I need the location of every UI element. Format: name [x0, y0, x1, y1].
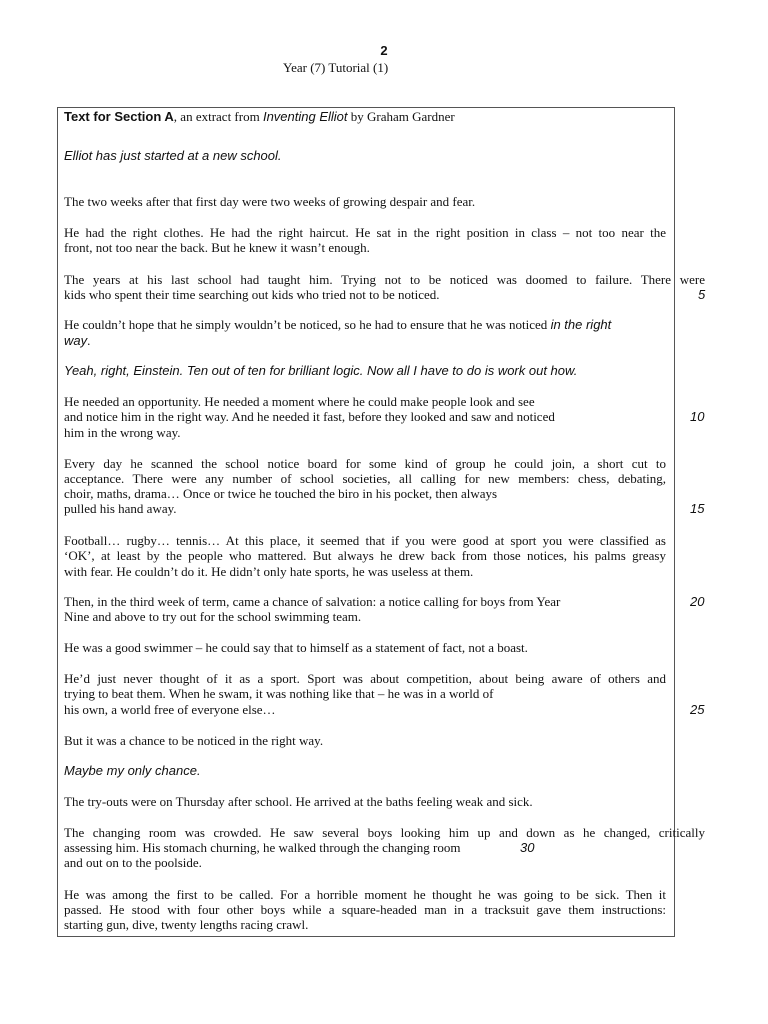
text-line: [64, 333, 90, 349]
text-span: He couldn’t hope that he simply wouldn’t be noticed, so he had to ensure that he was noticed: [64, 317, 551, 332]
text-line: The try-outs were on Thursday after school. He arrived at the baths feeling weak and sick.: [64, 794, 533, 809]
line-number: 20: [690, 594, 705, 609]
text-line: Football… rugby… tennis… At this place, it seemed that if you were good at sport you were classified as: [64, 533, 666, 548]
text-line: his own, a world free of everyone else…: [64, 702, 276, 717]
line-number: 15: [690, 501, 705, 516]
section-heading: [64, 109, 455, 125]
text-line: acceptance. There were any number of school societies, all calling for new members: chess, debating,: [64, 471, 666, 486]
text-line-italic: Yeah, right, Einstein. Ten out of ten for brilliant logic. Now all I have to do is work out how.: [64, 363, 578, 378]
line-number: 25: [690, 702, 705, 717]
line-number: 10: [690, 409, 705, 424]
heading-rest: , an extract from: [173, 109, 263, 124]
text-line: ‘OK’, at least by the people who mattered. But always he drew back from those notices, his palms greasy: [64, 548, 666, 563]
page-header: Year (7) Tutorial (1): [283, 60, 389, 75]
line-number: 5: [698, 287, 706, 302]
text-span: .: [87, 333, 91, 348]
text-line-italic: Maybe my only chance.: [64, 763, 201, 778]
text-line: front, not too near the back. But he knew it wasn’t enough.: [64, 240, 370, 255]
book-title: Inventing Elliot: [262, 109, 348, 124]
book-author: by Graham Gardner: [347, 109, 455, 124]
text-line: He had the right clothes. He had the right haircut. He sat in the right position in class – not too near the: [64, 225, 666, 240]
text-line: with fear. He couldn’t do it. He didn’t only hate sports, he was useless at them.: [64, 564, 474, 579]
text-line: But it was a chance to be noticed in the right way.: [64, 733, 324, 748]
text-line: and notice him in the right way. And he needed it fast, before they looked and saw and noticed: [64, 409, 555, 424]
text-line: He needed an opportunity. He needed a moment where he could make people look and see: [64, 394, 535, 409]
text-span-italic: in the right: [550, 317, 612, 332]
text-line: starting gun, dive, twenty lengths racing crawl.: [64, 917, 309, 932]
page-number: 2: [380, 43, 388, 58]
text-line: kids who spent their time searching out kids who tried not to be noticed.: [64, 287, 440, 302]
text-line: The years at his last school had taught him. Trying not to be noticed was doomed to failure. There were: [64, 272, 705, 287]
text-line: [64, 317, 611, 333]
text-line: Nine and above to try out for the school swimming team.: [64, 609, 362, 624]
text-line: and out on to the poolside.: [64, 855, 202, 870]
section-label: Text for Section A: [64, 109, 174, 124]
text-line: pulled his hand away.: [64, 501, 177, 516]
text-line: He was a good swimmer – he could say that to himself as a statement of fact, not a boast.: [64, 640, 528, 655]
text-line: Then, in the third week of term, came a chance of salvation: a notice calling for boys from Year: [64, 594, 561, 609]
text-line: He’d just never thought of it as a sport. Sport was about competition, about being aware of others and: [64, 671, 666, 686]
text-line: He was among the first to be called. For a horrible moment he thought he was going to be sick. Then it: [64, 887, 666, 902]
text-line: assessing him. His stomach churning, he walked through the changing room: [64, 840, 461, 855]
line-number: 30: [520, 840, 535, 855]
text-span-italic: way: [64, 333, 88, 348]
text-line: The changing room was crowded. He saw several boys looking him up and down as he changed, critically: [64, 825, 705, 840]
text-line: The two weeks after that first day were two weeks of growing despair and fear.: [64, 194, 476, 209]
text-line: passed. He stood with four other boys while a square-headed man in a tracksuit gave them instructions:: [64, 902, 666, 917]
intro-line: Elliot has just started at a new school.: [64, 148, 282, 163]
text-line: him in the wrong way.: [64, 425, 181, 440]
text-line: trying to beat them. When he swam, it was nothing like that – he was in a world of: [64, 686, 494, 701]
text-line: Every day he scanned the school notice board for some kind of group he could join, a short cut to: [64, 456, 666, 471]
text-line: choir, maths, drama… Once or twice he touched the biro in his pocket, then always: [64, 486, 498, 501]
